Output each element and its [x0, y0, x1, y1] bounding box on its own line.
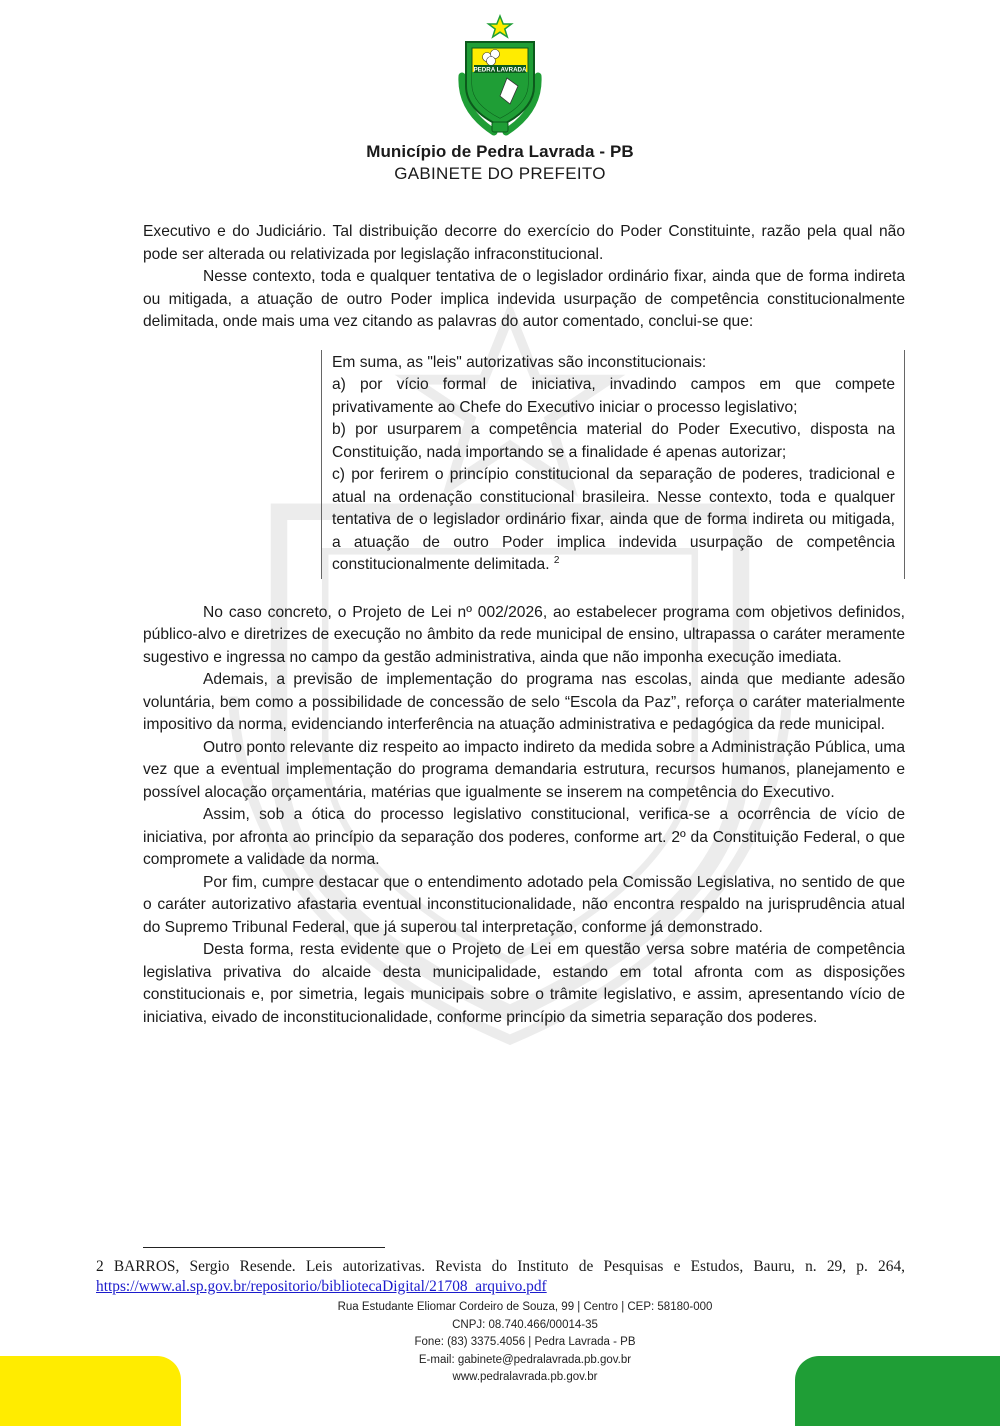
block-quote — [321, 350, 905, 579]
paragraph-4: Ademais, a previsão de implementação do programa nas escolas, ainda que mediante adesão voluntária, bem como a possibilidade de concessão de selo “Escola da Paz”, reforça o caráter materialmente impositivo da norma, evidenciando interferência na atuação administrativa e pedagógica da rede municipal. — [143, 671, 905, 733]
municipality-name: Município de Pedra Lavrada - PB — [366, 142, 634, 161]
municipal-crest-logo — [444, 14, 556, 138]
quote-item-a: a) por vício formal de iniciativa, invadindo campos em que compete privativamente ao Chefe do Executivo iniciar o processo legislativo; — [332, 376, 895, 416]
footnote-link[interactable]: https://www.al.sp.gov.br/repositorio/bibliotecaDigital/21708_arquivo.pdf — [96, 1278, 547, 1295]
crest-star-icon — [489, 16, 512, 37]
footer-green-corner — [795, 1356, 1000, 1426]
office-name: GABINETE DO PREFEITO — [394, 164, 606, 183]
quote-item-c: c) por ferirem o princípio constitucional da separação de poderes, tradicional e atual na ordenação constitucional brasileira. Nesse contexto, toda e qualquer tentativa de o legislador ordinário fixar, ainda que de forma indireta ou mitigada, a atuação de outro Poder implica indevida usurpação de competência constitucionalmente delimitada. — [332, 466, 895, 573]
footer-website: www.pedralavrada.pb.gov.br — [452, 1371, 598, 1384]
paragraph-2: Nesse contexto, toda e qualquer tentativa de o legislador ordinário fixar, ainda que de forma indireta ou mitigada, a atuação de outro Poder implica indevida usurpação de competência constitucionalmente delimitada, onde mais uma vez citando as palavras do autor comentado, conclui-se que: — [143, 268, 905, 330]
footer-address: Rua Estudante Eliomar Cordeiro de Souza, 99 | Centro | CEP: 58180-000 — [337, 1301, 713, 1313]
paragraph-7: Por fim, cumpre destacar que o entendimento adotado pela Comissão Legislativa, no sentido de que o caráter autorizativo afastaria eventual inconstitucionalidade, não encontra respaldo na jurisprudência atual do Supremo Tribunal Federal, que já superou tal interpretação, conforme já demonstrado. — [143, 873, 905, 936]
footnote-text: 2 BARROS, Sergio Resende. Leis autorizativas. Revista do Instituto de Pesquisas e Estudos, Bauru, n. 29, p. 264, — [96, 1258, 905, 1275]
letterhead — [0, 14, 1000, 184]
footnote-reference[interactable]: 2 — [553, 555, 560, 566]
footer-yellow-corner — [0, 1356, 181, 1426]
quote-item-b: b) por usurparem a competência material do Poder Executivo, disposta na Constituição, nada importando se a finalidade é apenas autorizar; — [332, 421, 895, 461]
quote-intro: Em suma, as "leis" autorizativas são inconstitucionais: — [332, 353, 707, 371]
paragraph-1: Executivo e do Judiciário. Tal distribuição decorre do exercício do Poder Constituinte, razão pela qual não pode ser alterada ou relativizada por legislação infraconstitucional. — [143, 223, 905, 263]
quote-item-c-wrapper — [332, 464, 895, 577]
paragraph-3: No caso concreto, o Projeto de Lei nº 002/2026, ao estabelecer programa com objetivos definidos, público-alvo e diretrizes de execução no âmbito da rede municipal de ensino, ultrapassa o caráter meramente sugestivo e ingressa no campo da gestão administrativa, ainda que não imponha execução imediata. — [143, 603, 905, 666]
footer-email: E-mail: gabinete@pedralavrada.pb.gov.br — [418, 1353, 632, 1366]
footnote-divider — [143, 1247, 385, 1248]
crest-banner-text: PEDRA LAVRADA — [473, 66, 527, 74]
paragraph-8: Desta forma, resta evidente que o Projeto de Lei em questão versa sobre matéria de competência legislativa privativa do alcaide desta municipalidade, estando em total afronta com as disposições constitucionais e, por simetria, legais municipais sobre o trâmite legislativo, e assim, apresentando vício de iniciativa, eivado de inconstitucionalidade, conforme princípio da simetria separação dos poderes. — [143, 941, 905, 1026]
footer-phone: Fone: (83) 3375.4056 | Pedra Lavrada - PB — [414, 1336, 636, 1349]
document-body — [143, 221, 905, 1029]
paragraph-5: Outro ponto relevante diz respeito ao impacto indireto da medida sobre a Administração Pública, uma vez que a eventual implementação do programa demandaria estrutura, recursos humanos, planejamento e possível alocação orçamentária, matérias que igualmente se inserem na competência do Executivo. — [143, 738, 905, 801]
footnote — [96, 1257, 905, 1297]
paragraph-6: Assim, sob a ótica do processo legislativo constitucional, verifica-se a ocorrência de vício de iniciativa, por afronta ao princípio da separação dos poderes, conforme art. 2º da Constituição Federal, o que compromete a validade da norma. — [143, 806, 905, 868]
footer-cnpj: CNPJ: 08.740.466/00014-35 — [452, 1318, 598, 1331]
